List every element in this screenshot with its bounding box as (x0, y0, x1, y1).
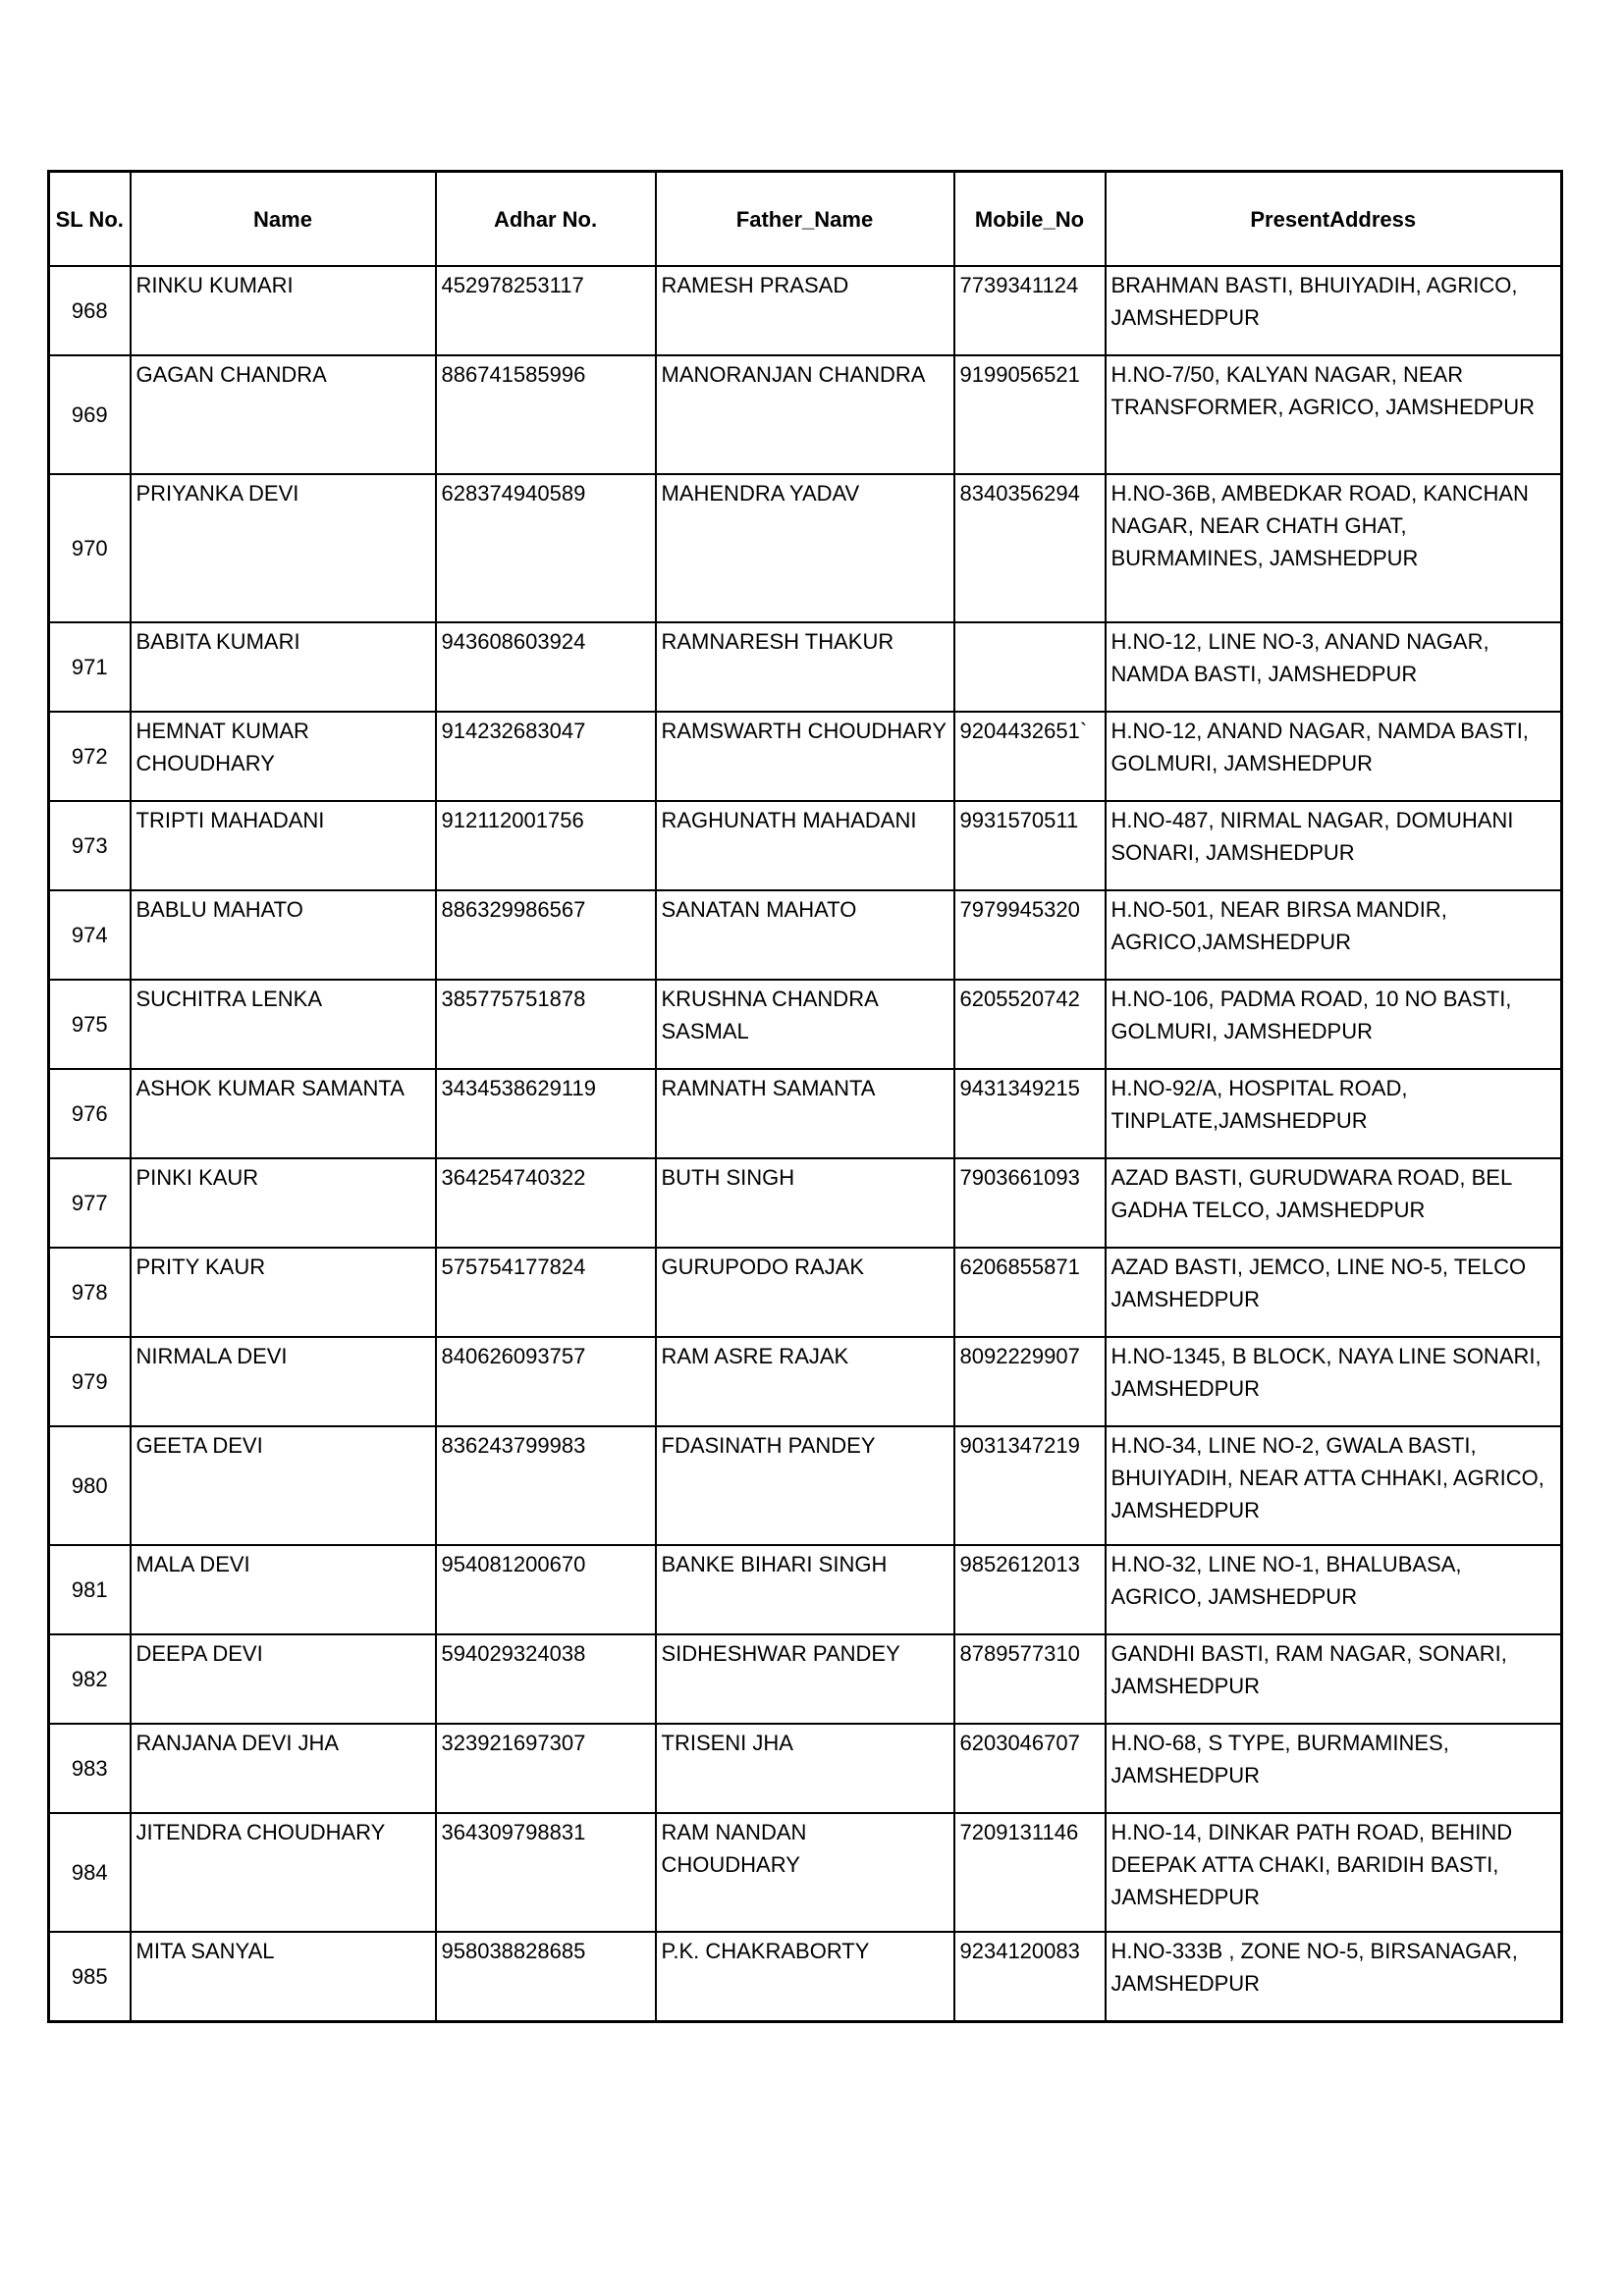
cell-father-name: RAGHUNATH MAHADANI (656, 801, 954, 890)
cell-mobile-no: 9199056521 (954, 355, 1106, 474)
table-body (49, 266, 1562, 2021)
cell-adhar-no: 958038828685 (436, 1932, 656, 2021)
cell-present-address: GANDHI BASTI, RAM NAGAR, SONARI, JAMSHEDPUR (1106, 1634, 1562, 1724)
cell-adhar-no: 364309798831 (436, 1813, 656, 1932)
cell-adhar-no: 912112001756 (436, 801, 656, 890)
cell-sl-no: 973 (49, 801, 131, 890)
header-present-address: PresentAddress (1106, 172, 1562, 267)
cell-father-name: RAMESH PRASAD (656, 266, 954, 355)
table-row (49, 980, 1562, 1069)
cell-mobile-no: 9031347219 (954, 1426, 1106, 1545)
cell-name: RINKU KUMARI (131, 266, 436, 355)
cell-present-address: H.NO-32, LINE NO-1, BHALUBASA, AGRICO, JAMSHEDPUR (1106, 1545, 1562, 1634)
cell-present-address: BRAHMAN BASTI, BHUIYADIH, AGRICO, JAMSHEDPUR (1106, 266, 1562, 355)
cell-name: JITENDRA CHOUDHARY (131, 1813, 436, 1932)
cell-name: PRIYANKA DEVI (131, 474, 436, 622)
cell-mobile-no: 9931570511 (954, 801, 1106, 890)
cell-mobile-no: 7979945320 (954, 890, 1106, 980)
beneficiary-table (47, 170, 1563, 2023)
cell-sl-no: 972 (49, 712, 131, 801)
table-row (49, 622, 1562, 712)
cell-mobile-no: 6205520742 (954, 980, 1106, 1069)
cell-adhar-no: 886741585996 (436, 355, 656, 474)
cell-father-name: MANORANJAN CHANDRA (656, 355, 954, 474)
cell-name: PINKI KAUR (131, 1158, 436, 1248)
cell-name: BABITA KUMARI (131, 622, 436, 712)
cell-name: MITA SANYAL (131, 1932, 436, 2021)
cell-sl-no: 979 (49, 1337, 131, 1426)
cell-present-address: H.NO-333B , ZONE NO-5, BIRSANAGAR, JAMSHEDPUR (1106, 1932, 1562, 2021)
cell-sl-no: 981 (49, 1545, 131, 1634)
cell-present-address: H.NO-36B, AMBEDKAR ROAD, KANCHAN NAGAR, NEAR CHATH GHAT, BURMAMINES, JAMSHEDPUR (1106, 474, 1562, 622)
cell-name: ASHOK KUMAR SAMANTA (131, 1069, 436, 1158)
cell-adhar-no: 840626093757 (436, 1337, 656, 1426)
cell-adhar-no: 943608603924 (436, 622, 656, 712)
table-row (49, 1337, 1562, 1426)
cell-present-address: H.NO-501, NEAR BIRSA MANDIR, AGRICO,JAMSHEDPUR (1106, 890, 1562, 980)
cell-adhar-no: 594029324038 (436, 1634, 656, 1724)
cell-sl-no: 978 (49, 1248, 131, 1337)
table-row (49, 266, 1562, 355)
cell-name: TRIPTI MAHADANI (131, 801, 436, 890)
cell-present-address: H.NO-12, ANAND NAGAR, NAMDA BASTI, GOLMURI, JAMSHEDPUR (1106, 712, 1562, 801)
table-row (49, 1426, 1562, 1545)
cell-sl-no: 976 (49, 1069, 131, 1158)
cell-adhar-no: 575754177824 (436, 1248, 656, 1337)
cell-adhar-no: 3434538629119 (436, 1069, 656, 1158)
cell-sl-no: 970 (49, 474, 131, 622)
cell-sl-no: 983 (49, 1724, 131, 1813)
cell-mobile-no: 7209131146 (954, 1813, 1106, 1932)
cell-father-name: BANKE BIHARI SINGH (656, 1545, 954, 1634)
cell-mobile-no: 9204432651` (954, 712, 1106, 801)
cell-father-name: SANATAN MAHATO (656, 890, 954, 980)
cell-present-address: H.NO-487, NIRMAL NAGAR, DOMUHANI SONARI, JAMSHEDPUR (1106, 801, 1562, 890)
cell-adhar-no: 914232683047 (436, 712, 656, 801)
table-row (49, 1932, 1562, 2021)
cell-father-name: RAMNARESH THAKUR (656, 622, 954, 712)
cell-mobile-no: 9431349215 (954, 1069, 1106, 1158)
cell-mobile-no: 8340356294 (954, 474, 1106, 622)
cell-name: NIRMALA DEVI (131, 1337, 436, 1426)
header-name: Name (131, 172, 436, 267)
cell-mobile-no (954, 622, 1106, 712)
table-row (49, 474, 1562, 622)
cell-sl-no: 982 (49, 1634, 131, 1724)
cell-mobile-no: 7903661093 (954, 1158, 1106, 1248)
cell-name: SUCHITRA LENKA (131, 980, 436, 1069)
cell-mobile-no: 9234120083 (954, 1932, 1106, 2021)
cell-name: GEETA DEVI (131, 1426, 436, 1545)
document-sheet (47, 170, 1560, 2023)
cell-adhar-no: 886329986567 (436, 890, 656, 980)
table-row (49, 1813, 1562, 1932)
cell-father-name: P.K. CHAKRABORTY (656, 1932, 954, 2021)
table-row (49, 890, 1562, 980)
table-row (49, 801, 1562, 890)
cell-mobile-no: 9852612013 (954, 1545, 1106, 1634)
cell-name: BABLU MAHATO (131, 890, 436, 980)
cell-adhar-no: 452978253117 (436, 266, 656, 355)
cell-name: HEMNAT KUMAR CHOUDHARY (131, 712, 436, 801)
cell-mobile-no: 7739341124 (954, 266, 1106, 355)
cell-sl-no: 977 (49, 1158, 131, 1248)
table-row (49, 1634, 1562, 1724)
cell-father-name: KRUSHNA CHANDRA SASMAL (656, 980, 954, 1069)
cell-sl-no: 968 (49, 266, 131, 355)
cell-present-address: H.NO-7/50, KALYAN NAGAR, NEAR TRANSFORMER, AGRICO, JAMSHEDPUR (1106, 355, 1562, 474)
cell-father-name: RAM ASRE RAJAK (656, 1337, 954, 1426)
table-row (49, 355, 1562, 474)
cell-name: PRITY KAUR (131, 1248, 436, 1337)
cell-sl-no: 984 (49, 1813, 131, 1932)
cell-father-name: TRISENI JHA (656, 1724, 954, 1813)
header-sl-no: SL No. (49, 172, 131, 267)
cell-father-name: BUTH SINGH (656, 1158, 954, 1248)
table-row (49, 1724, 1562, 1813)
cell-adhar-no: 364254740322 (436, 1158, 656, 1248)
cell-present-address: H.NO-34, LINE NO-2, GWALA BASTI, BHUIYADIH, NEAR ATTA CHHAKI, AGRICO, JAMSHEDPUR (1106, 1426, 1562, 1545)
cell-sl-no: 975 (49, 980, 131, 1069)
header-father-name: Father_Name (656, 172, 954, 267)
cell-present-address: H.NO-14, DINKAR PATH ROAD, BEHIND DEEPAK ATTA CHAKI, BARIDIH BASTI, JAMSHEDPUR (1106, 1813, 1562, 1932)
cell-sl-no: 971 (49, 622, 131, 712)
cell-sl-no: 969 (49, 355, 131, 474)
cell-adhar-no: 836243799983 (436, 1426, 656, 1545)
table-header-row (49, 172, 1562, 267)
table-row (49, 1069, 1562, 1158)
cell-name: DEEPA DEVI (131, 1634, 436, 1724)
cell-present-address: H.NO-92/A, HOSPITAL ROAD, TINPLATE,JAMSHEDPUR (1106, 1069, 1562, 1158)
cell-father-name: RAMSWARTH CHOUDHARY (656, 712, 954, 801)
header-adhar-no: Adhar No. (436, 172, 656, 267)
cell-present-address: H.NO-1345, B BLOCK, NAYA LINE SONARI, JAMSHEDPUR (1106, 1337, 1562, 1426)
cell-father-name: GURUPODO RAJAK (656, 1248, 954, 1337)
cell-present-address: AZAD BASTI, GURUDWARA ROAD, BEL GADHA TELCO, JAMSHEDPUR (1106, 1158, 1562, 1248)
cell-sl-no: 974 (49, 890, 131, 980)
cell-name: RANJANA DEVI JHA (131, 1724, 436, 1813)
cell-name: GAGAN CHANDRA (131, 355, 436, 474)
cell-father-name: SIDHESHWAR PANDEY (656, 1634, 954, 1724)
cell-name: MALA DEVI (131, 1545, 436, 1634)
cell-father-name: FDASINATH PANDEY (656, 1426, 954, 1545)
cell-sl-no: 980 (49, 1426, 131, 1545)
cell-adhar-no: 323921697307 (436, 1724, 656, 1813)
cell-present-address: AZAD BASTI, JEMCO, LINE NO-5, TELCO JAMSHEDPUR (1106, 1248, 1562, 1337)
cell-mobile-no: 8092229907 (954, 1337, 1106, 1426)
table-row (49, 712, 1562, 801)
cell-father-name: MAHENDRA YADAV (656, 474, 954, 622)
cell-father-name: RAM NANDAN CHOUDHARY (656, 1813, 954, 1932)
cell-mobile-no: 6206855871 (954, 1248, 1106, 1337)
cell-sl-no: 985 (49, 1932, 131, 2021)
cell-adhar-no: 628374940589 (436, 474, 656, 622)
cell-present-address: H.NO-68, S TYPE, BURMAMINES, JAMSHEDPUR (1106, 1724, 1562, 1813)
cell-present-address: H.NO-106, PADMA ROAD, 10 NO BASTI, GOLMURI, JAMSHEDPUR (1106, 980, 1562, 1069)
cell-present-address: H.NO-12, LINE NO-3, ANAND NAGAR, NAMDA BASTI, JAMSHEDPUR (1106, 622, 1562, 712)
table-row (49, 1158, 1562, 1248)
cell-father-name: RAMNATH SAMANTA (656, 1069, 954, 1158)
table-row (49, 1248, 1562, 1337)
cell-mobile-no: 8789577310 (954, 1634, 1106, 1724)
cell-adhar-no: 954081200670 (436, 1545, 656, 1634)
table-row (49, 1545, 1562, 1634)
cell-adhar-no: 385775751878 (436, 980, 656, 1069)
header-mobile-no: Mobile_No (954, 172, 1106, 267)
cell-mobile-no: 6203046707 (954, 1724, 1106, 1813)
